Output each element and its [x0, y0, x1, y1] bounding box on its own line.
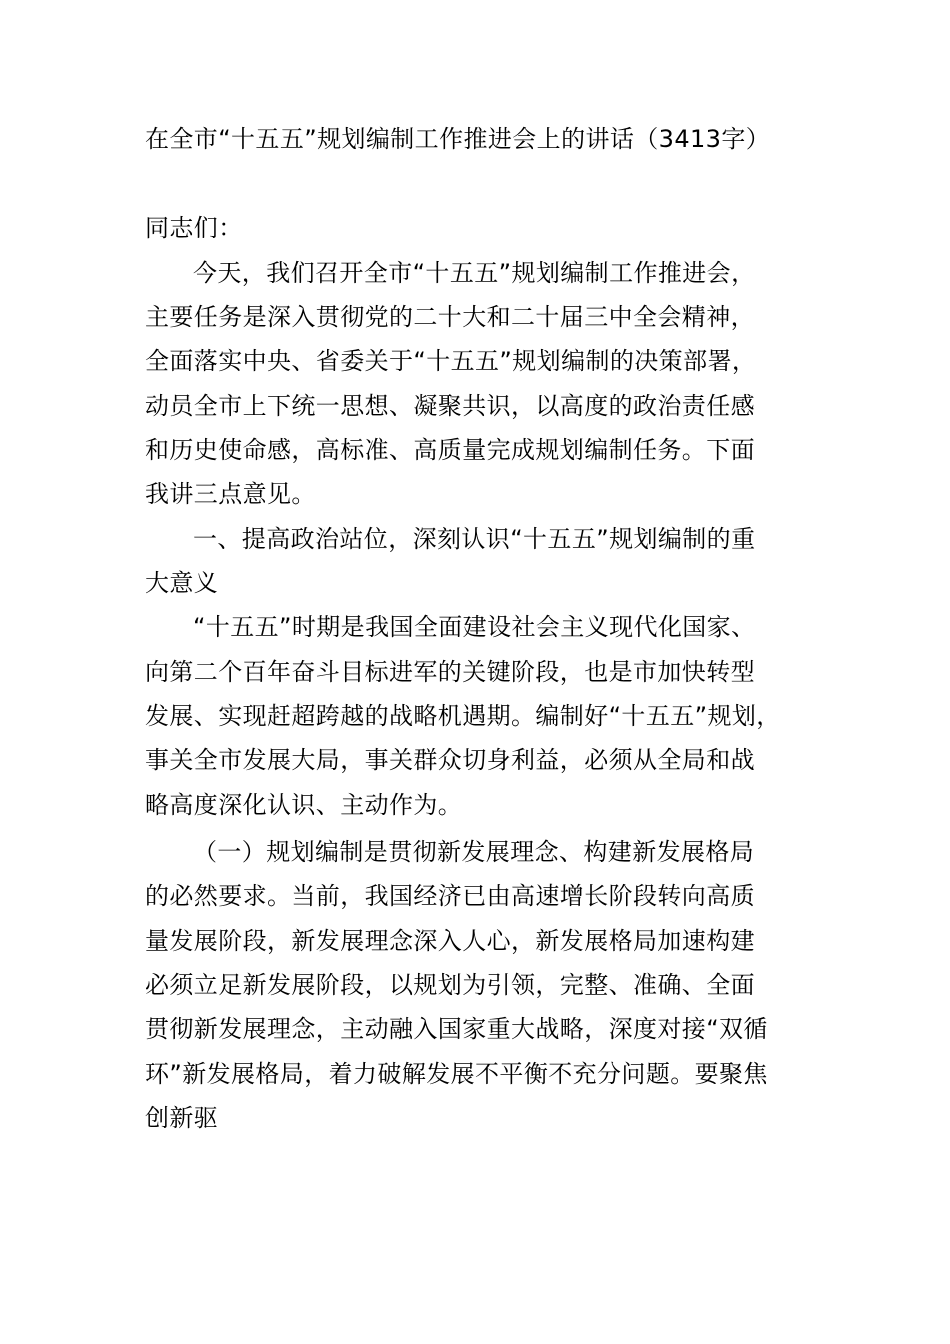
salutation: 同志们：	[145, 214, 243, 242]
paragraph-line: 的必然要求。当前，我国经济已由高速增长阶段转向高质	[145, 882, 755, 910]
paragraph-line: 和历史使命感，高标准、高质量完成规划编制任务。下面	[145, 436, 755, 464]
paragraph-line: 环”新发展格局，着力破解发展不平衡不充分问题。要聚焦	[145, 1060, 768, 1088]
paragraph-line: 量发展阶段，新发展理念深入人心，新发展格局加速构建	[145, 927, 755, 955]
section-heading-line: 大意义	[145, 569, 219, 597]
paragraph-line: 动员全市上下统一思想、凝聚共识，以高度的政治责任感	[145, 392, 755, 420]
section-heading-line: 一、提高政治站位，深刻认识“十五五”规划编制的重	[193, 525, 756, 553]
paragraph-line: 略高度深化认识、主动作为。	[145, 791, 463, 819]
paragraph-line: 向第二个百年奋斗目标进军的关键阶段，也是市加快转型	[145, 658, 755, 686]
paragraph-line: 全面落实中央、省委关于“十五五”规划编制的决策部署，	[145, 347, 757, 375]
paragraph-line: （一）规划编制是贯彻新发展理念、构建新发展格局	[193, 838, 755, 866]
paragraph-line: 贯彻新发展理念，主动融入国家重大战略，深度对接“双循	[145, 1015, 768, 1043]
paragraph-line: 我讲三点意见。	[145, 480, 316, 508]
paragraph-line: “十五五”时期是我国全面建设社会主义现代化国家、	[193, 613, 756, 641]
paragraph-line: 创新驱	[145, 1104, 219, 1132]
document-title: 在全市“十五五”规划编制工作推进会上的讲话（3413字）	[145, 125, 771, 153]
paragraph-line: 发展、实现赶超跨越的战略机遇期。编制好“十五五”规划，	[145, 702, 781, 730]
paragraph-line: 必须立足新发展阶段，以规划为引领，完整、准确、全面	[145, 971, 755, 999]
paragraph-line: 事关全市发展大局，事关群众切身利益，必须从全局和战	[145, 746, 755, 774]
paragraph-line: 主要任务是深入贯彻党的二十大和二十届三中全会精神，	[145, 303, 755, 331]
paragraph-line: 今天，我们召开全市“十五五”规划编制工作推进会，	[193, 259, 756, 287]
